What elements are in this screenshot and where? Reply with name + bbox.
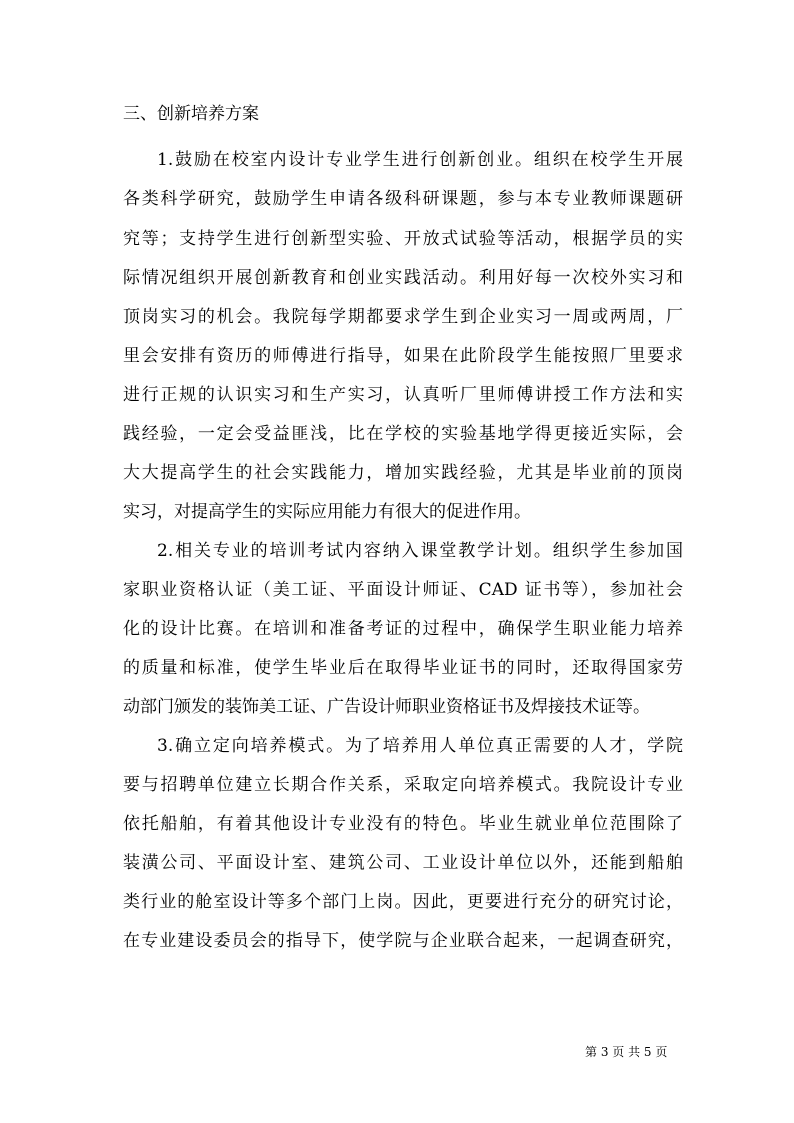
- paragraph-line: 的质量和标准，使学生毕业后在取得毕业证书的同时，还取得国家劳: [123, 658, 683, 678]
- paragraph-line: 依托船舶，有着其他设计专业没有的特色。毕业生就业单位范围除了: [123, 814, 683, 834]
- paragraph-line: 要与招聘单位建立长期合作关系，采取定向培养模式。我院设计专业: [123, 775, 683, 795]
- paragraph-line: 里会安排有资历的师傅进行指导，如果在此阶段学生能按照厂里要求: [123, 346, 683, 366]
- paragraph-line: 动部门颁发的装饰美工证、广告设计师职业资格证书及焊接技术证等。: [123, 697, 650, 717]
- paragraph-line: 2.相关专业的培训考试内容纳入课堂教学计划。组织学生参加国: [157, 541, 683, 561]
- paragraph-line: 1.鼓励在校室内设计专业学生进行创新创业。组织在校学生开展: [157, 150, 683, 170]
- paragraph-line: 家职业资格认证（美工证、平面设计师证、CAD 证书等），参加社会: [123, 580, 683, 600]
- page-number: 第 3 页 共 5 页: [585, 1045, 668, 1059]
- paragraph-line: 大大提高学生的社会实践能力，增加实践经验，尤其是毕业前的顶岗: [123, 463, 683, 483]
- paragraph-line: 实习，对提高学生的实际应用能力有很大的促进作用。: [123, 502, 531, 522]
- paragraph-line: 3.确立定向培养模式。为了培养用人单位真正需要的人才，学院: [157, 736, 683, 756]
- section-heading: 三、创新培养方案: [123, 104, 259, 124]
- paragraph-line: 究等；支持学生进行创新型实验、开放式试验等活动，根据学员的实: [123, 229, 683, 249]
- paragraph-line: 顶岗实习的机会。我院每学期都要求学生到企业实习一周或两周，厂: [123, 307, 683, 327]
- paragraph-line: 际情况组织开展创新教育和创业实践活动。利用好每一次校外实习和: [123, 268, 683, 288]
- paragraph-line: 在专业建设委员会的指导下，使学院与企业联合起来，一起调查研究，: [123, 931, 683, 951]
- paragraph-line: 装潢公司、平面设计室、建筑公司、工业设计单位以外，还能到船舶: [123, 853, 683, 873]
- paragraph-line: 进行正规的认识实习和生产实习，认真听厂里师傅讲授工作方法和实: [123, 385, 683, 405]
- paragraph-line: 化的设计比赛。在培训和准备考证的过程中，确保学生职业能力培养: [123, 619, 683, 639]
- paragraph-line: 各类科学研究，鼓励学生申请各级科研课题，参与本专业教师课题研: [123, 189, 683, 209]
- paragraph-line: 践经验，一定会受益匪浅，比在学校的实验基地学得更接近实际，会: [123, 424, 683, 444]
- paragraph-line: 类行业的舱室设计等多个部门上岗。因此，更要进行充分的研究讨论，: [123, 892, 683, 912]
